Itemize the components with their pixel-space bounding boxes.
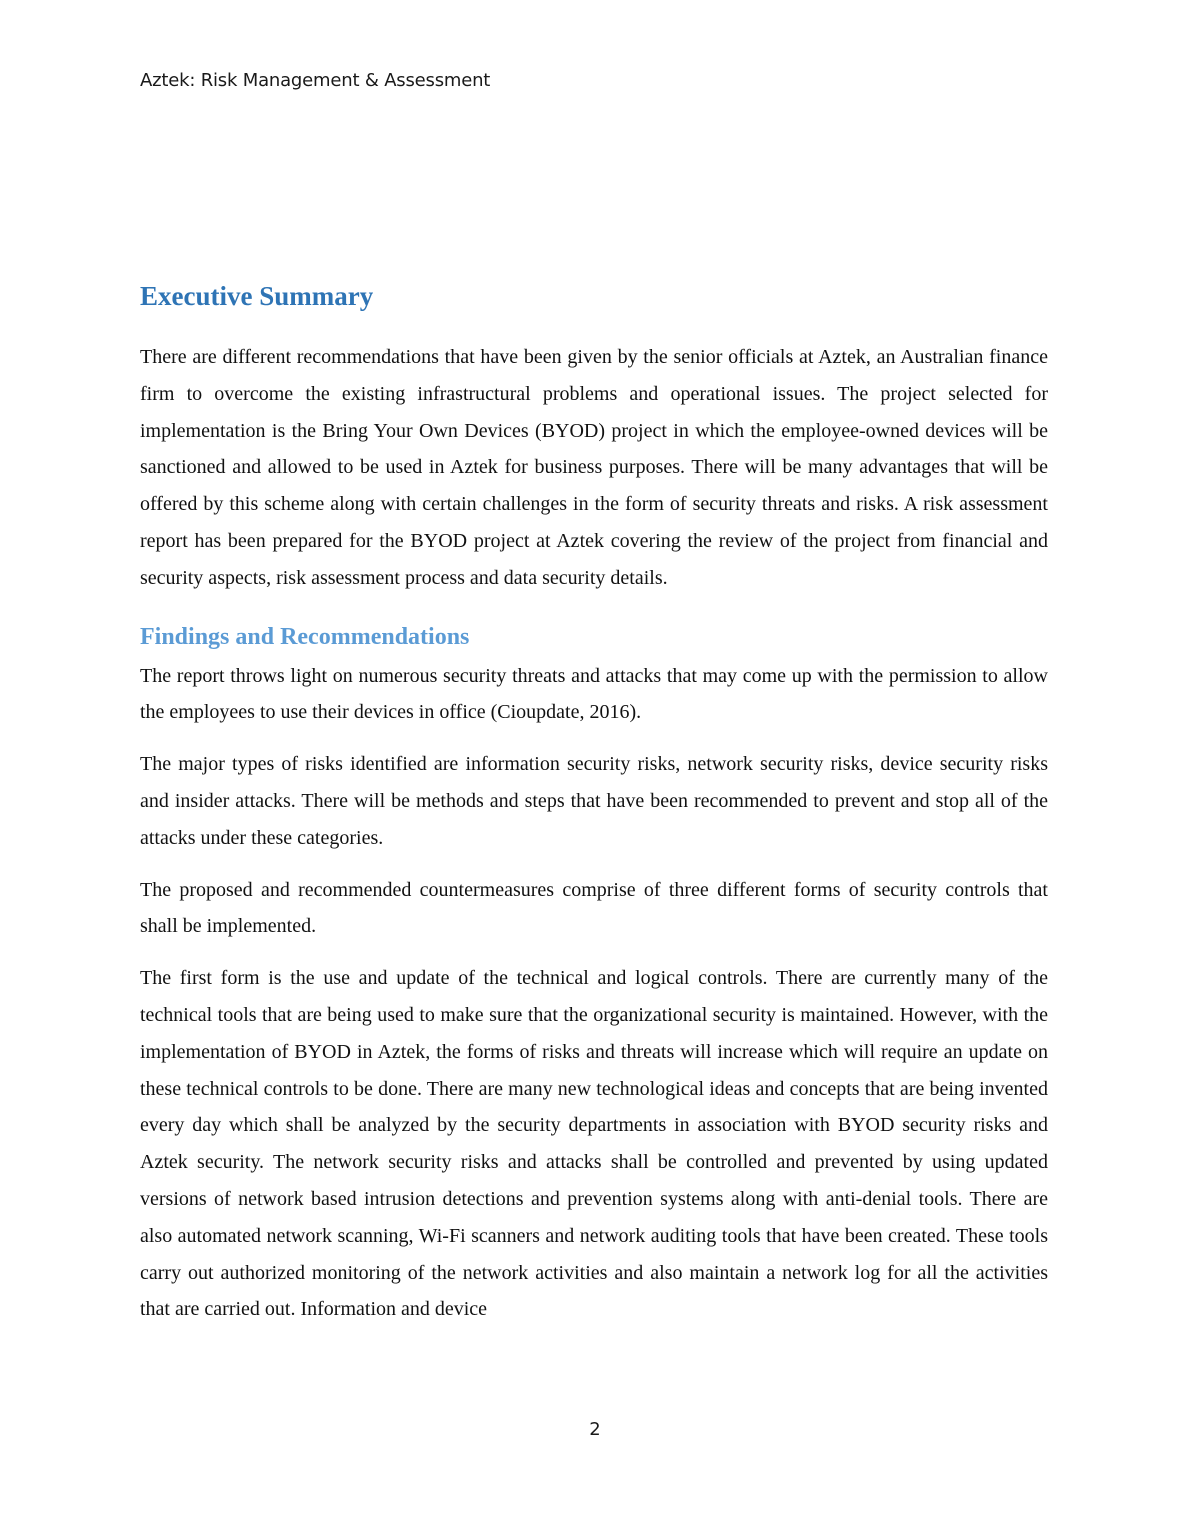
executive-summary-heading: Executive Summary <box>140 281 374 311</box>
page-number: 2 <box>589 1419 601 1440</box>
spacer <box>140 314 1048 339</box>
spacer <box>140 731 1048 746</box>
page-content <box>140 278 1048 1328</box>
findings-heading: Findings and Recommendations <box>140 623 470 650</box>
findings-paragraph-3: The proposed and recommended countermeasures comprise of three different forms of security controls that shall be implemented. <box>140 878 1048 938</box>
findings-paragraph-2: The major types of risks identified are information security risks, network security risks, device security risks and insider attacks. There will be methods and steps that have been recommended to prevent and stop all of the attacks under these categories. <box>140 753 1048 849</box>
findings-paragraph-4: The first form is the use and update of the technical and logical controls. There are currently many of the technical tools that are being used to make sure that the organizational security is maintained. However, with the implementation of BYOD in Aztek, the forms of risks and threats will increase which will require an update on these technical controls to be done. There are many new technological ideas and concepts that are being invented every day which shall be analyzed by the security departments in association with BYOD security risks and Aztek security. The network security risks and attacks shall be controlled and prevented by using updated versions of network based intrusion detections and prevention systems along with anti-denial tools. There are also automated network scanning, Wi-Fi scanners and network auditing tools that have been created. These tools carry out authorized monitoring of the network activities and also maintain a network log for all the activities that are carried out. Information and device <box>140 967 1048 1321</box>
executive-summary-paragraph: There are different recommendations that have been given by the senior officials at Aztek, an Australian finance firm to overcome the existing infrastructural problems and operational issues. The project selected for implementation is the Bring Your Own Devices (BYOD) project in which the employee-owned devices will be sanctioned and allowed to be used in Aztek for business purposes. There will be many advantages that will be offered by this scheme along with certain challenges in the form of security threats and risks. A risk assessment report has been prepared for the BYOD project at Aztek covering the review of the project from financial and security aspects, risk assessment process and data security details. <box>140 346 1048 589</box>
findings-paragraph-1: The report throws light on numerous security threats and attacks that may come up with the permission to allow the employees to use their devices in office (Cioupdate, 2016). <box>140 664 1048 724</box>
running-header: Aztek: Risk Management & Assessment <box>140 70 491 91</box>
spacer <box>140 857 1048 872</box>
spacer <box>140 945 1048 960</box>
spacer <box>140 597 1048 619</box>
